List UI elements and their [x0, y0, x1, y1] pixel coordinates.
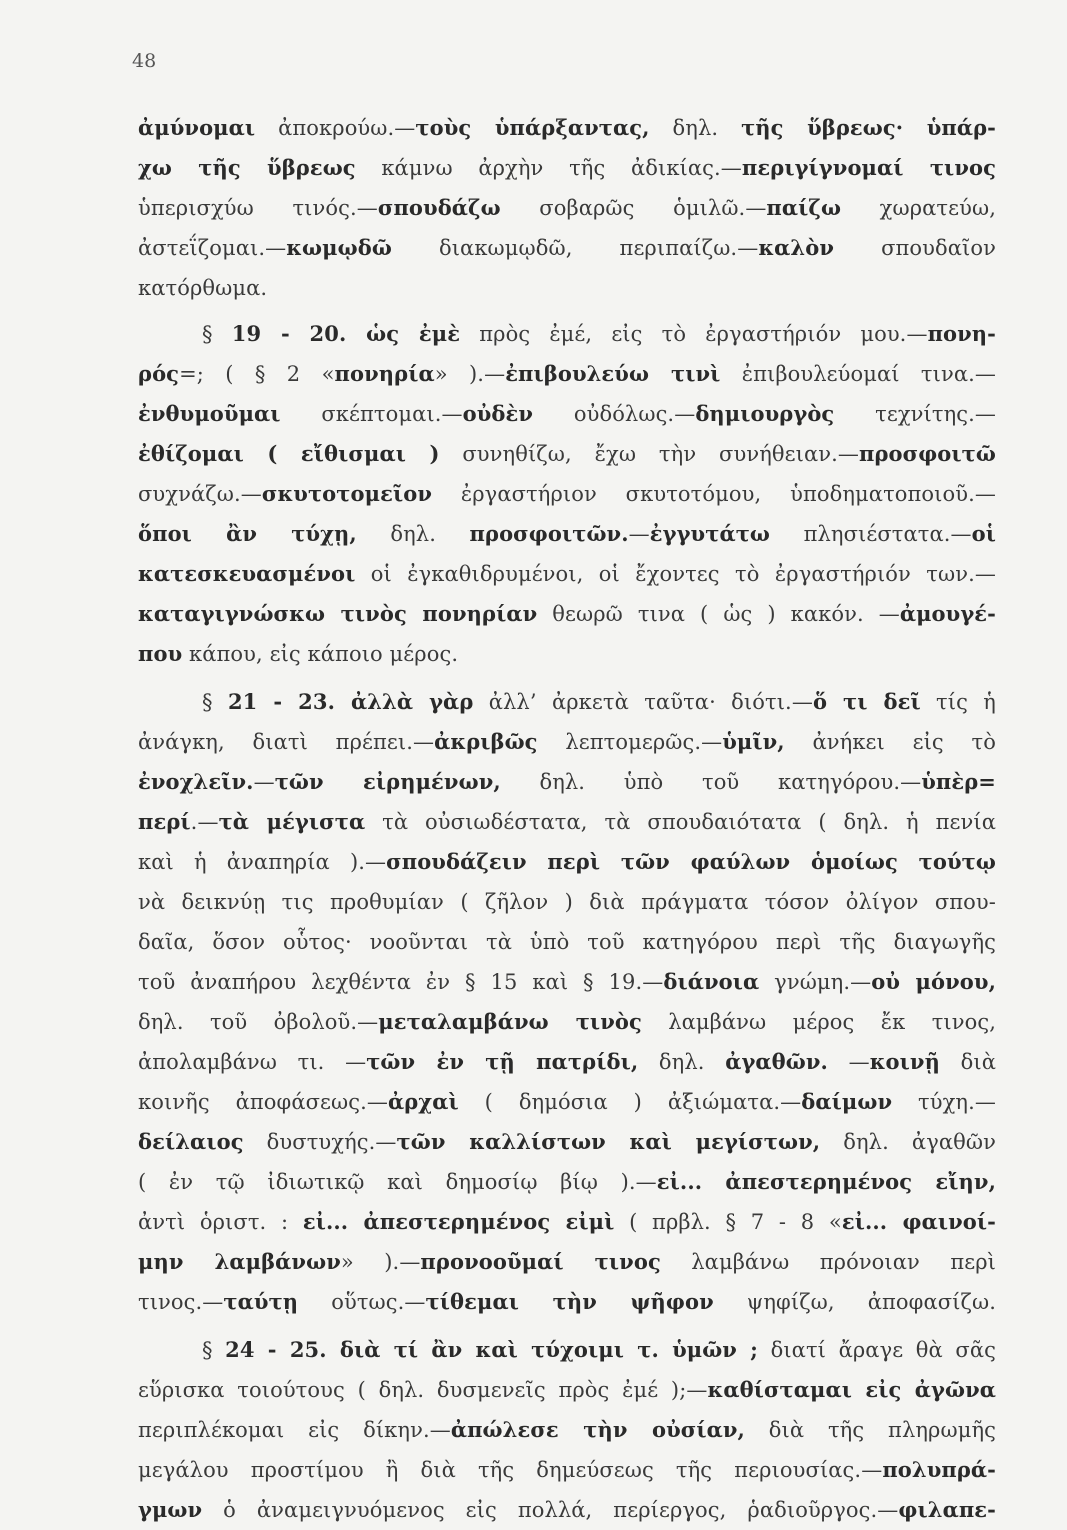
gloss-text: συνηθίζω, ἔχω τὴν συνήθειαν.— [439, 442, 859, 466]
gloss-text: δηλ. [356, 522, 470, 546]
bold-lemma: κατεσκευασμένοι [138, 561, 356, 586]
bold-lemma: καταγιγνώσκω τινὸς πονηρίαν [138, 601, 538, 626]
bold-lemma: οἱ [971, 521, 996, 546]
gloss-text: δυστυχής.— [243, 1130, 397, 1154]
text-line [138, 188, 996, 228]
bold-lemma: ἀμουγέ- [899, 601, 996, 626]
gloss-text: δηλ. ὑπὸ τοῦ κατηγόρου.— [500, 770, 922, 794]
text-line [138, 228, 996, 268]
gloss-text: ἀλλ’ ἀρκετὰ ταῦτα· διότι.— [473, 690, 813, 714]
gloss-text: πρὸς ἐμέ, εἰς τὸ ἐργαστήριόν μου.— [460, 322, 928, 346]
gloss-text: — [827, 1050, 870, 1074]
bold-lemma: οὐ μόνου, [871, 969, 996, 994]
gloss-text: τινος.— [138, 1290, 224, 1314]
bold-lemma: μην λαμβάνων [138, 1249, 341, 1274]
bold-lemma: κωμῳδῶ [286, 235, 392, 260]
text-line [138, 882, 996, 922]
text-line [138, 802, 996, 842]
gloss-text: ( ἐν τῷ ἰδιωτικῷ καὶ δημοσίῳ βίῳ ).— [138, 1170, 657, 1194]
text-line [138, 594, 996, 634]
gloss-text: » ).— [434, 362, 506, 386]
gloss-text: νὰ δεικνύῃ τις προθυμίαν ( ζῆλον ) διὰ πράγματα τόσον ὀλίγον σπου- [138, 890, 996, 914]
gloss-text: διατί ἄραγε θὰ σᾶς [758, 1338, 996, 1362]
text-line [138, 514, 996, 554]
text-line [138, 1242, 996, 1282]
gloss-text: λαμβάνω πρόνοιαν περὶ [660, 1250, 996, 1274]
text-line [138, 1042, 996, 1082]
gloss-text: — [628, 522, 650, 546]
bold-lemma: πονη- [927, 321, 996, 346]
bold-lemma: ἐνοχλεῖν. [138, 769, 254, 794]
gloss-text: ἀνάγκη, διατὶ πρέπει.— [138, 730, 435, 754]
text-line [138, 922, 996, 962]
bold-lemma: ἀπώλεσε τὴν οὐσίαν, [450, 1417, 745, 1442]
bold-lemma: ὅ τι δεῖ [812, 689, 921, 714]
text-line [138, 1330, 996, 1370]
text-line [138, 474, 996, 514]
text-line [138, 1082, 996, 1122]
gloss-text: τὰ οὐσιωδέστατα, τὰ σπουδαιότατα ( δηλ. ἡ πενία [365, 810, 996, 834]
gloss-text: γνώμη.— [759, 970, 872, 994]
text-line [138, 554, 996, 594]
text-line [138, 1162, 996, 1202]
gloss-text: σοβαρῶς ὁμιλῶ.— [500, 196, 767, 220]
gloss-text: ἀποκρούω.— [255, 116, 416, 140]
bold-lemma: 19 - 20. ὡς ἐμὲ [231, 321, 461, 346]
bold-lemma: 24 - 25. διὰ τί ἂν καὶ τύχοιμι τ. ὑμῶν ; [225, 1337, 759, 1362]
bold-lemma: προσφοιτῶν. [469, 521, 629, 546]
bold-lemma: εἰ... ἀπεστερημένος εἴην, [656, 1169, 996, 1194]
bold-lemma: περιγίγνομαί τινος [741, 155, 996, 180]
bold-lemma: δημιουργὸς [695, 401, 835, 426]
bold-lemma: σπουδάζω [377, 195, 501, 220]
bold-lemma: μεταλαμβάνω τινὸς [378, 1009, 642, 1034]
bold-lemma: ἐθίζομαι ( εἴθισμαι ) [138, 441, 440, 466]
gloss-text: σκέπτομαι.— [280, 402, 463, 426]
gloss-text: διακωμῳδῶ, περιπαίζω.— [391, 236, 759, 260]
gloss-text: μεγάλου προστίμου ἢ διὰ τῆς δημεύσεως τῆς περιουσίας.— [138, 1458, 883, 1482]
text-line [138, 108, 996, 148]
bold-lemma: δείλαιος [138, 1129, 244, 1154]
gloss-text: δηλ. [649, 116, 742, 140]
gloss-text: .— [190, 810, 219, 834]
gloss-text: — [253, 770, 275, 794]
bold-lemma: προνοοῦμαί τινος [420, 1249, 661, 1274]
text-line [138, 842, 996, 882]
bold-lemma: τῶν καλλίστων καὶ μεγίστων, [396, 1129, 821, 1154]
bold-lemma: τῶν ἐν τῇ πατρίδι, [366, 1049, 639, 1074]
bold-lemma: που [138, 641, 183, 666]
text-line [138, 682, 996, 722]
gloss-text: ψηφίζω, ἀποφασίζω. [713, 1290, 996, 1314]
gloss-text: τεχνίτης.— [834, 402, 996, 426]
gloss-text: σπουδαῖον [834, 236, 996, 260]
gloss-text: κοινῆς ἀποφάσεως.— [138, 1090, 388, 1114]
bold-lemma: περί [138, 809, 191, 834]
gloss-text: ἐπιβουλεύομαί τινα.— [720, 362, 996, 386]
bold-lemma: ὅποι ἂν τύχῃ, [138, 521, 357, 546]
gloss-text: λεπτομερῶς.— [537, 730, 723, 754]
gloss-text: § [202, 1338, 226, 1362]
bold-lemma: καθίσταμαι εἰς ἀγῶνα [707, 1377, 996, 1402]
gloss-text: κάμνω ἀρχὴν τῆς ἀδικίας.— [355, 156, 742, 180]
bold-lemma: ἀρχαὶ [387, 1089, 459, 1114]
gloss-text: ὁ ἀναμειγνυόμενος εἰς πολλά, περίεργος, ῥαδιοῦργος.— [202, 1498, 899, 1522]
gloss-text: θεωρῶ τινα ( ὡς ) κακόν. — [537, 602, 900, 626]
gloss-text: καὶ ἡ ἀναπηρία ).— [138, 850, 387, 874]
gloss-text: τίς ἡ [920, 690, 996, 714]
bold-lemma: εἰ... ἀπεστερημένος εἰμὶ [302, 1209, 615, 1234]
gloss-text: λαμβάνω μέρος ἔκ τινος, [641, 1010, 996, 1034]
bold-lemma: τίθεμαι τὴν ψῆφον [425, 1289, 714, 1314]
text-line [138, 1370, 996, 1410]
bold-lemma: κοινῇ [869, 1049, 940, 1074]
gloss-text: πλησιέστατα.— [770, 522, 972, 546]
bold-lemma: σκυτοτομεῖον [261, 481, 433, 506]
bold-lemma: παίζω [766, 195, 842, 220]
gloss-text: τοῦ ἀναπήρου λεχθέντα ἐν § 15 καὶ § 19.— [138, 970, 664, 994]
gloss-text: συχνάζω.— [138, 482, 262, 506]
text-line [138, 962, 996, 1002]
gloss-text: διὰ [939, 1050, 996, 1074]
bold-lemma: δαίμων [801, 1089, 893, 1114]
gloss-text: οὐδόλως.— [533, 402, 696, 426]
text-line [138, 148, 996, 188]
gloss-text: διὰ τῆς πληρωμῆς [744, 1418, 996, 1442]
gloss-text: § [202, 322, 232, 346]
gloss-text: ἀντὶ ὁριστ. : [138, 1210, 303, 1234]
text-line [138, 354, 996, 394]
gloss-text: =; ( § 2 « [179, 362, 335, 386]
bold-lemma: διάνοια [663, 969, 760, 994]
gloss-text: οἱ ἐγκαθιδρυμένοι, οἱ ἔχοντες τὸ ἐργαστήριόν των.— [355, 562, 996, 586]
text-line [138, 1490, 996, 1530]
bold-lemma: ἐγγυτάτω [649, 521, 771, 546]
bold-lemma: καλὸν [758, 235, 835, 260]
text-line [138, 722, 996, 762]
bold-lemma: τὰ μέγιστα [218, 809, 366, 834]
gloss-text: ( δημόσια ) ἀξιώματα.— [458, 1090, 802, 1114]
gloss-text: δηλ. τοῦ ὀβολοῦ.— [138, 1010, 379, 1034]
gloss-text: κάπου, εἰς κάποιο μέρος. [182, 642, 459, 666]
gloss-text: οὕτως.— [298, 1290, 426, 1314]
text-line [138, 1282, 996, 1322]
text-line [138, 1450, 996, 1490]
text-line [138, 314, 996, 354]
text-line [138, 1122, 996, 1162]
bold-lemma: ρός [138, 361, 180, 386]
gloss-text: ὑπερισχύω τινός.— [138, 196, 378, 220]
gloss-text: » ).— [340, 1250, 421, 1274]
bold-lemma: ὑμῖν, [722, 729, 785, 754]
gloss-text: ( πρβλ. § 7 - 8 « [614, 1210, 842, 1234]
gloss-text: περιπλέκομαι εἰς δίκην.— [138, 1418, 451, 1442]
text-line [138, 394, 996, 434]
bold-lemma: τῆς ὕβρεως· ὑπάρ- [741, 115, 996, 140]
text-line [138, 1410, 996, 1450]
page-number: 48 [132, 50, 157, 72]
bold-lemma: τῶν εἰρημένων, [274, 769, 501, 794]
bold-lemma: ἐνθυμοῦμαι [138, 401, 281, 426]
commentary-text [138, 108, 996, 1530]
text-line [138, 268, 996, 308]
gloss-text: § [202, 690, 228, 714]
bold-lemma: ἀμύνομαι [138, 115, 256, 140]
bold-lemma: τοὺς ὑπάρξαντας, [415, 115, 650, 140]
gloss-text: τύχη.— [892, 1090, 996, 1114]
text-line [138, 1002, 996, 1042]
bold-lemma: οὐδὲν [462, 401, 534, 426]
gloss-text: δηλ. ἀγαθῶν [820, 1130, 996, 1154]
bold-lemma: σπουδάζειν περὶ τῶν φαύλων ὁμοίως τούτῳ [386, 849, 996, 874]
bold-lemma: ἀγαθῶν. [725, 1049, 828, 1074]
bold-lemma: ὑπὲρ= [921, 769, 996, 794]
text-line [138, 434, 996, 474]
text-line [138, 1202, 996, 1242]
bold-lemma: προσφοιτῶ [858, 441, 996, 466]
bold-lemma: χω τῆς ὕβρεως [138, 155, 356, 180]
bold-lemma: πονηρία [334, 361, 435, 386]
bold-lemma: εἰ... φαινοί- [841, 1209, 996, 1234]
bold-lemma: γμων [138, 1497, 203, 1522]
text-line [138, 634, 996, 674]
text-line [138, 762, 996, 802]
bold-lemma: ἐπιβουλεύω τινὶ [505, 361, 721, 386]
bold-lemma: φιλαπε- [898, 1497, 996, 1522]
gloss-text: ἀπολαμβάνω τι. — [138, 1050, 367, 1074]
gloss-text: ἀστεΐζομαι.— [138, 236, 287, 260]
gloss-text: χωρατεύω, [841, 196, 996, 220]
gloss-text: δηλ. [638, 1050, 726, 1074]
gloss-text: ἐργαστήριον σκυτοτόμου, ὑποδηματοποιοῦ.— [432, 482, 996, 506]
bold-lemma: ταύτῃ [223, 1289, 299, 1314]
bold-lemma: ἀκριβῶς [434, 729, 538, 754]
gloss-text: κατόρθωμα. [138, 276, 268, 300]
bold-lemma: 21 - 23. ἀλλὰ γὰρ [227, 689, 474, 714]
gloss-text: δαῖα, ὅσον οὗτος· νοοῦνται τὰ ὑπὸ τοῦ κατηγόρου περὶ τῆς διαγωγῆς [138, 930, 996, 954]
gloss-text: εὕρισκα τοιούτους ( δηλ. δυσμενεῖς πρὸς ἐμέ );— [138, 1378, 708, 1402]
bold-lemma: πολυπρά- [882, 1457, 996, 1482]
gloss-text: ἀνήκει εἰς τὸ [784, 730, 996, 754]
